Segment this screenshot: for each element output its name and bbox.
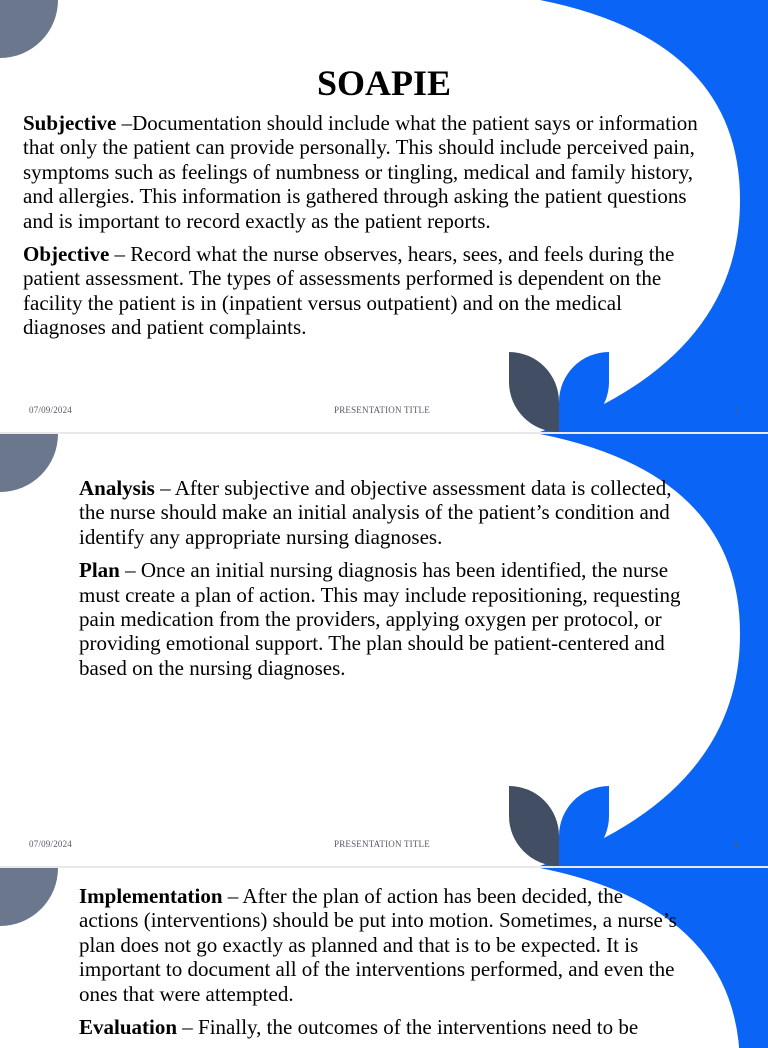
footer-page-number: 2	[734, 839, 739, 849]
slide-3-body	[79, 884, 679, 1048]
dash-separator: –	[222, 884, 243, 908]
term-analysis: Analysis	[79, 476, 155, 500]
slide-2-body	[79, 476, 699, 689]
dash-separator: –	[154, 476, 175, 500]
corner-circle-shape	[0, 868, 58, 926]
leaf-left-shape	[509, 352, 559, 432]
section-evaluation	[79, 1015, 679, 1039]
slide-2	[0, 434, 768, 866]
dash-separator: –	[177, 1015, 199, 1040]
section-objective	[23, 242, 703, 340]
objective-text: Record what the nurse observes, hears, sees, and feels during the patient assessment. The types of assessments performed is dependent on the facility the patient is in (inpatient versus outpatient) and on the medical diagnoses and patient complaints.	[23, 242, 675, 340]
footer-date: 07/09/2024	[29, 405, 73, 415]
footer-title: PRESENTATION TITLE	[334, 839, 430, 849]
corner-circle-shape	[0, 434, 58, 492]
term-subjective: Subjective	[23, 111, 117, 135]
footer-page-number: 1	[734, 405, 739, 415]
slide-1	[0, 0, 768, 432]
plan-text: Once an initial nursing diagnosis has been identified, the nurse must create a plan of action. This may include repositioning, requesting pain medication from the providers, applying oxygen per protocol, or providing emotional support. The plan should be patient-centered and based on the nursing diagnoses.	[79, 558, 681, 680]
section-analysis	[79, 476, 699, 549]
corner-circle-shape	[0, 0, 58, 58]
footer-date: 07/09/2024	[29, 839, 73, 849]
term-evaluation: Evaluation	[79, 1015, 178, 1040]
dash-separator: –	[119, 558, 141, 583]
dash-separator: –	[109, 242, 131, 267]
dash-separator: –	[116, 111, 133, 135]
evaluation-text: Finally, the outcomes of the interventions need to be	[198, 1015, 639, 1040]
page-title: SOAPIE	[316, 63, 452, 103]
implementation-text: After the plan of action has been decided, the actions (interventions) should be put into motion. Sometimes, a nurse’s plan does not go exactly as planned and that is to be expected. It is important to document all of the interventions performed, and even the ones that were attempted.	[79, 884, 677, 1006]
section-implementation	[79, 884, 679, 1006]
subjective-text: Documentation should include what the patient says or information that only the patient can provide personally. This should include perceived pain, symptoms such as feelings of numbness or tingling, medical and family history, and allergies. This information is gathered through asking the patient questions and is important to record exactly as the patient reports.	[23, 111, 698, 233]
term-objective: Objective	[23, 242, 110, 267]
term-implementation: Implementation	[79, 884, 223, 908]
footer-title: PRESENTATION TITLE	[334, 405, 430, 415]
term-plan: Plan	[79, 558, 120, 583]
section-subjective	[23, 111, 703, 233]
leaf-left-shape	[509, 786, 559, 866]
section-plan	[79, 558, 699, 680]
analysis-text: After subjective and objective assessment data is collected, the nurse should make an initial analysis of the patient’s condition and identify any appropriate nursing diagnoses.	[79, 476, 672, 549]
slide-3	[0, 868, 768, 1040]
slide-1-body	[23, 111, 703, 349]
